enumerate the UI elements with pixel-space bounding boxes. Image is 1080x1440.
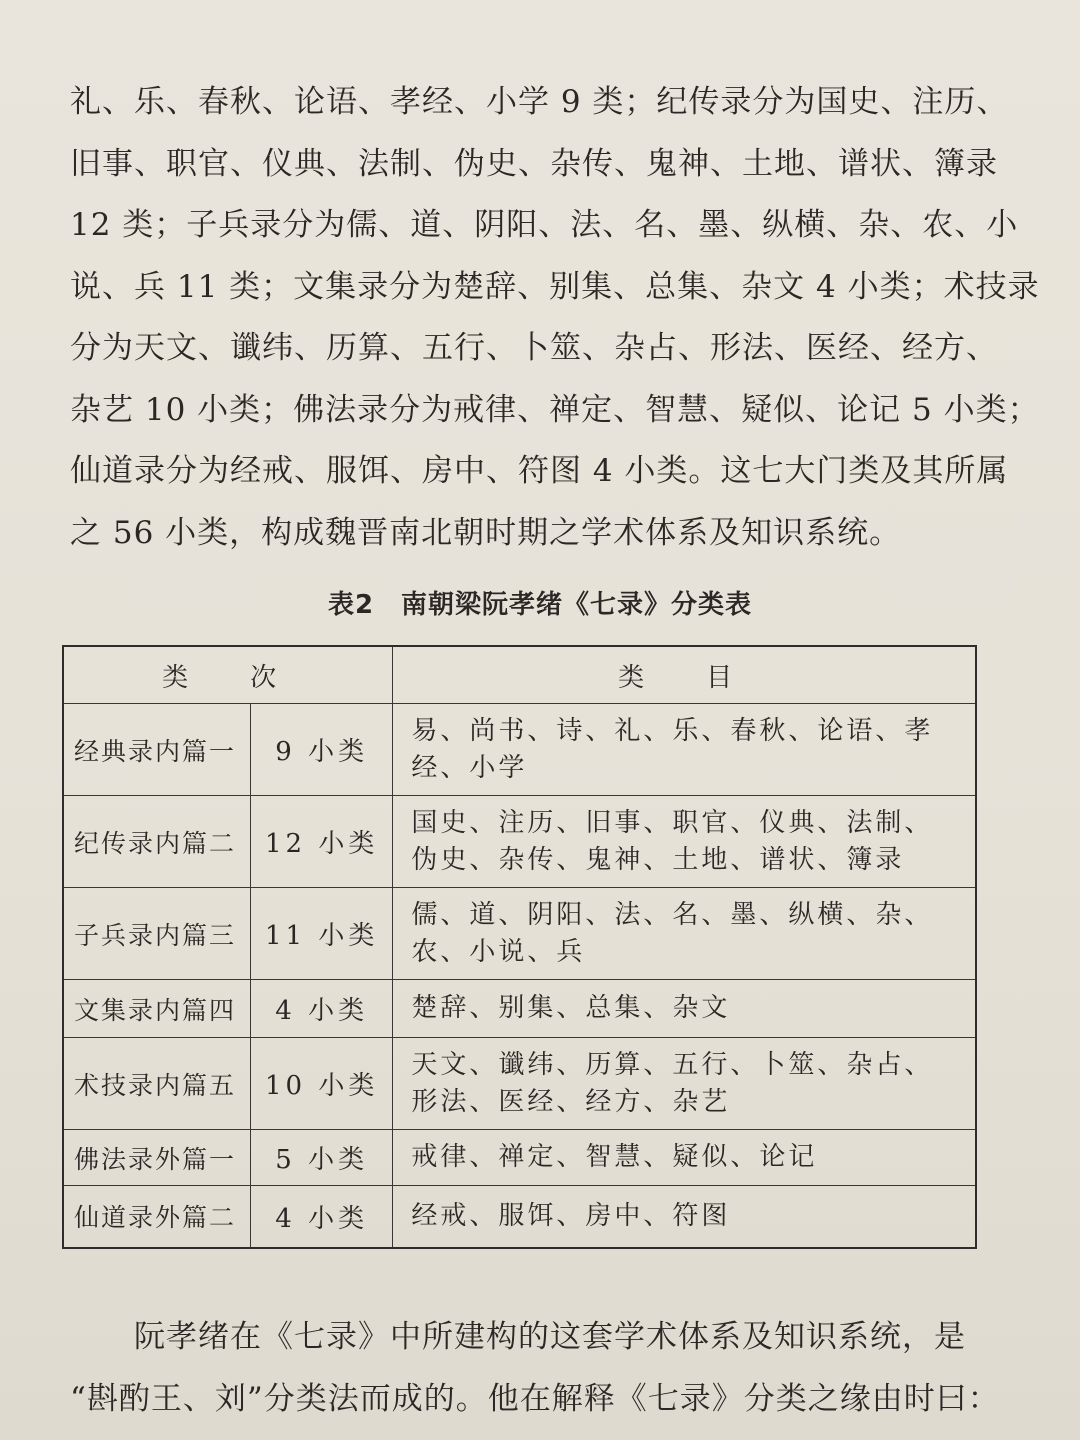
- row-category: 佛法录外篇一: [63, 1130, 251, 1186]
- table-header-row: [63, 646, 976, 704]
- text-line: 仙道录分为经戒、服饵、房中、符图 4 小类。这七大门类及其所属: [70, 453, 1009, 489]
- row-category: 文集录内篇四: [63, 980, 251, 1038]
- row-count: 4 小类: [251, 980, 393, 1038]
- table-row: [63, 704, 976, 796]
- text-line: 说、兵 11 类；文集录分为楚辞、别集、总集、杂文 4 小类；术技录: [70, 268, 1040, 305]
- body-paragraph-2: [70, 1306, 1000, 1430]
- table-caption: 表2 南朝梁阮孝绪《七录》分类表: [327, 590, 753, 620]
- row-items: 易、尚书、诗、礼、乐、春秋、论语、孝经、小学: [393, 704, 976, 796]
- row-count: 10 小类: [251, 1038, 393, 1130]
- row-count: 9 小类: [251, 704, 393, 796]
- row-count: 12 小类: [251, 796, 393, 888]
- table-row: [63, 980, 976, 1038]
- text-line: 之 56 小类，构成魏晋南北朝时期之学术体系及知识系统。: [70, 514, 902, 551]
- row-items: 楚辞、别集、总集、杂文: [393, 980, 976, 1038]
- text-line: 分为天文、谶纬、历算、五行、卜筮、杂占、形法、医经、经方、: [70, 330, 998, 366]
- header-items: 类 目: [393, 646, 976, 704]
- text-line: 12 类；子兵录分为儒、道、阴阳、法、名、墨、纵横、杂、农、小: [70, 207, 1019, 243]
- classification-table: [62, 645, 977, 1249]
- table-row: [63, 1038, 976, 1130]
- header-category: 类 次: [63, 646, 393, 704]
- row-count: 4 小类: [251, 1186, 393, 1248]
- row-category: 子兵录内篇三: [63, 888, 251, 980]
- table-row: [63, 888, 976, 980]
- table-row: [63, 1130, 976, 1186]
- row-count: 5 小类: [251, 1130, 393, 1186]
- text-line: 杂艺 10 小类；佛法录分为戒律、禅定、智慧、疑似、论记 5 小类；: [70, 391, 1040, 428]
- row-items: 经戒、服饵、房中、符图: [393, 1186, 976, 1248]
- table-row: [63, 1186, 976, 1248]
- row-items: 儒、道、阴阳、法、名、墨、纵横、杂、农、小说、兵: [393, 888, 976, 980]
- row-count: 11 小类: [251, 888, 393, 980]
- table-row: [63, 796, 976, 888]
- row-category: 纪传录内篇二: [63, 796, 251, 888]
- text-line: 阮孝绪在《七录》中所建构的这套学术体系及知识系统，是: [70, 1319, 966, 1355]
- row-category: 仙道录外篇二: [63, 1186, 251, 1248]
- row-items: 天文、谶纬、历算、五行、卜筮、杂占、形法、医经、经方、杂艺: [393, 1038, 976, 1130]
- text-line: 礼、乐、春秋、论语、孝经、小学 9 类；纪传录分为国史、注历、: [70, 84, 1009, 120]
- row-items: 戒律、禅定、智慧、疑似、论记: [393, 1130, 976, 1186]
- row-category: 经典录内篇一: [63, 704, 251, 796]
- text-line: “斟酌王、刘”分类法而成的。他在解释《七录》分类之缘由时曰：: [70, 1381, 1000, 1417]
- row-category: 术技录内篇五: [63, 1038, 251, 1130]
- row-items: 国史、注历、旧事、职官、仪典、法制、伪史、杂传、鬼神、土地、谱状、簿录: [393, 796, 976, 888]
- text-line: 旧事、职官、仪典、法制、伪史、杂传、鬼神、土地、谱状、簿录: [70, 145, 998, 182]
- body-paragraph-1: [70, 72, 1040, 564]
